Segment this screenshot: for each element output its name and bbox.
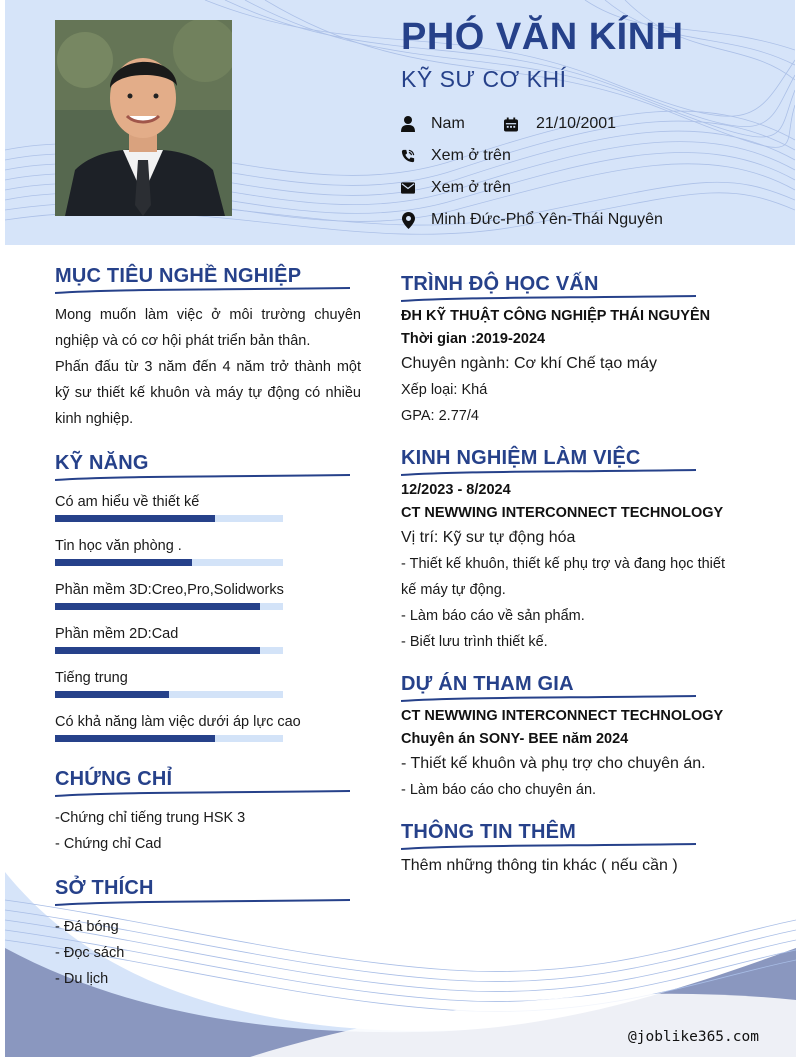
education-school: ĐH KỸ THUẬT CÔNG NGHIỆP THÁI NGUYÊN — [401, 308, 711, 324]
skill-level-bar — [55, 691, 283, 698]
phone-text: Xem ở trên — [431, 147, 511, 164]
education-gpa: GPA: 2.77/4 — [401, 408, 479, 424]
birthday-text: 21/10/2001 — [536, 115, 617, 132]
education-rank: Xếp loại: Khá — [401, 382, 488, 398]
skill-level-fill — [55, 603, 260, 610]
skill-label: Có khả năng làm việc dưới áp lực cao — [55, 714, 301, 730]
hobby-item: - Du lịch — [55, 971, 109, 987]
section-underline — [401, 469, 696, 477]
section-underline — [401, 843, 696, 851]
email-text: Xem ở trên — [431, 179, 511, 196]
address-text: Minh Đức-Phổ Yên-Thái Nguyên — [431, 211, 663, 228]
skill-label: Phần mềm 3D:Creo,Pro,Solidworks — [55, 582, 284, 598]
section-underline — [55, 790, 350, 798]
objective-paragraph-2: Phấn đấu từ 3 năm đến 4 năm trở thành một kỹ sư thiết kế khuôn và máy tự động có nhiều kinh nghiệp. — [55, 359, 361, 427]
skill-level-bar — [55, 647, 283, 654]
skill-level-fill — [55, 559, 192, 566]
envelope-icon — [401, 180, 415, 196]
user-icon — [401, 116, 415, 132]
section-title-projects: DỰ ÁN THAM GIA — [401, 673, 574, 695]
section-underline — [401, 695, 696, 703]
section-title-certificates: CHỨNG CHỈ — [55, 768, 173, 790]
experience-period: 12/2023 - 8/2024 — [401, 482, 511, 498]
hobby-item: - Đọc sách — [55, 945, 125, 961]
hobby-item: - Đá bóng — [55, 919, 119, 935]
gender-text: Nam — [431, 115, 465, 132]
skill-level-bar — [55, 603, 283, 610]
skill-level-fill — [55, 515, 215, 522]
section-title-education: TRÌNH ĐỘ HỌC VẤN — [401, 273, 599, 295]
watermark-text: @joblike365.com — [628, 1029, 759, 1045]
skill-level-bar — [55, 735, 283, 742]
education-time: Thời gian :2019-2024 — [401, 331, 546, 347]
section-title-experience: KINH NGHIỆM LÀM VIỆC — [401, 447, 641, 469]
candidate-job-title: KỸ SƯ CƠ KHÍ — [401, 66, 567, 92]
section-title-hobbies: SỞ THÍCH — [55, 877, 154, 899]
phone-icon — [401, 148, 415, 164]
section-underline — [401, 295, 696, 303]
objective-paragraph-1: Mong muốn làm việc ở môi trường chuyên nghiệp và có cơ hội phát triển bản thân. — [55, 307, 361, 349]
certificate-item: -Chứng chỉ tiếng trung HSK 3 — [55, 810, 246, 826]
skill-level-fill — [55, 691, 169, 698]
project-item: - Thiết kế khuôn và phụ trợ cho chuyên án. — [401, 755, 706, 772]
info-row-phone — [401, 144, 511, 168]
education-major: Chuyên ngành: Cơ khí Chế tạo máy — [401, 355, 657, 372]
skill-level-bar — [55, 559, 283, 566]
candidate-name: PHÓ VĂN KÍNH — [401, 16, 684, 58]
skill-label: Có am hiểu về thiết kế — [55, 494, 200, 510]
skill-label: Phần mềm 2D:Cad — [55, 626, 179, 642]
map-pin-icon — [401, 212, 415, 228]
section-title-more-info: THÔNG TIN THÊM — [401, 821, 577, 843]
certificate-item: - Chứng chỉ Cad — [55, 836, 162, 852]
skill-level-bar — [55, 515, 283, 522]
skill-level-fill — [55, 735, 215, 742]
section-underline — [55, 287, 350, 295]
more-info-text: Thêm những thông tin khác ( nếu cần ) — [401, 857, 678, 874]
profile-photo — [55, 20, 232, 216]
experience-position: Vị trí: Kỹ sư tự động hóa — [401, 529, 576, 546]
experience-duty: - Thiết kế khuôn, thiết kế phụ trợ và đang học thiết kế máy tự động. — [401, 556, 725, 598]
skill-label: Tin học văn phòng . — [55, 538, 182, 554]
info-row-gender-birthday — [401, 112, 616, 136]
project-name: Chuyên án SONY- BEE năm 2024 — [401, 731, 629, 747]
project-company: CT NEWWING INTERCONNECT TECHNOLOGY — [401, 708, 724, 724]
skill-level-fill — [55, 647, 260, 654]
skill-label: Tiếng trung — [55, 670, 128, 686]
section-title-objective: MỤC TIÊU NGHỀ NGHIỆP — [55, 265, 302, 287]
section-title-skills: KỸ NĂNG — [55, 452, 149, 474]
experience-company: CT NEWWING INTERCONNECT TECHNOLOGY — [401, 505, 724, 521]
experience-duty: - Làm báo cáo về sản phẩm. — [401, 608, 585, 624]
project-item: - Làm báo cáo cho chuyên án. — [401, 782, 597, 798]
info-row-email — [401, 176, 511, 200]
calendar-icon — [504, 116, 518, 132]
info-row-address — [401, 208, 663, 232]
section-underline — [55, 899, 350, 907]
experience-duty: - Biết lưu trình thiết kế. — [401, 634, 548, 650]
section-underline — [55, 474, 350, 482]
